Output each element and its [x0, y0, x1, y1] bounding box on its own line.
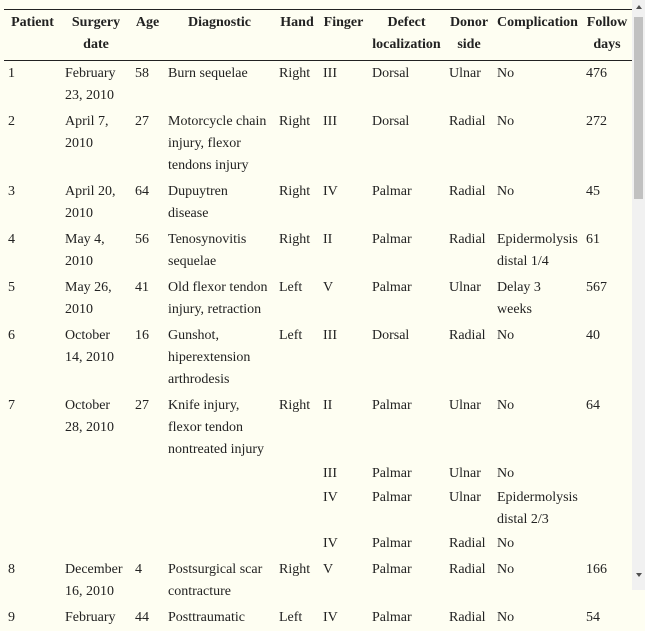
column-header	[493, 10, 582, 61]
follow-days-cell: 272	[582, 109, 632, 179]
column-header	[582, 10, 632, 61]
finger-cell: II	[319, 393, 368, 463]
follow-days-cell: 54	[582, 605, 632, 631]
column-header-line: localization	[372, 34, 441, 56]
follow-days-cell: 45	[582, 179, 632, 227]
hand-cell: Left	[275, 605, 319, 631]
complication-cell: No	[493, 463, 582, 487]
patient-cell	[4, 463, 61, 487]
defect-localization-cell: Palmar	[368, 227, 445, 275]
age-cell: 4	[131, 557, 164, 605]
finger-cell: IV	[319, 605, 368, 631]
table-row	[4, 605, 632, 631]
table-row	[4, 179, 632, 227]
complication-cell: Epidermolysis distal 2/3	[493, 487, 582, 533]
follow-days-cell: 61	[582, 227, 632, 275]
complication-cell: Epidermolysis distal 1/4	[493, 227, 582, 275]
surgery-date-cell: February	[61, 605, 131, 631]
column-header-line: Surgery	[65, 12, 127, 34]
defect-localization-cell: Palmar	[368, 487, 445, 533]
table-row	[4, 533, 632, 557]
table-row	[4, 227, 632, 275]
column-header	[164, 10, 275, 61]
surgery-date-cell: May 4, 2010	[61, 227, 131, 275]
surgery-date-cell: May 26, 2010	[61, 275, 131, 323]
column-header	[368, 10, 445, 61]
age-cell: 16	[131, 323, 164, 393]
complication-cell: No	[493, 533, 582, 557]
hand-cell: Right	[275, 557, 319, 605]
follow-days-cell	[582, 487, 632, 533]
patient-cell: 6	[4, 323, 61, 393]
complication-cell: No	[493, 109, 582, 179]
finger-cell: IV	[319, 487, 368, 533]
column-header-line: Age	[135, 12, 160, 34]
column-header-line: Follow	[586, 12, 628, 34]
finger-cell: V	[319, 275, 368, 323]
finger-cell: III	[319, 463, 368, 487]
finger-cell: V	[319, 557, 368, 605]
donor-side-cell: Ulnar	[445, 275, 493, 323]
column-header	[275, 10, 319, 61]
donor-side-cell: Radial	[445, 323, 493, 393]
diagnostic-cell: Postsurgical scar contracture	[164, 557, 275, 605]
patient-cell: 2	[4, 109, 61, 179]
arrow-up-icon	[636, 5, 642, 9]
age-cell: 44	[131, 605, 164, 631]
table-row	[4, 487, 632, 533]
diagnostic-cell: Gunshot, hiperextension arthrodesis	[164, 323, 275, 393]
defect-localization-cell: Palmar	[368, 179, 445, 227]
surgery-date-cell	[61, 487, 131, 533]
donor-side-cell: Radial	[445, 605, 493, 631]
diagnostic-cell: Posttraumatic	[164, 605, 275, 631]
column-header	[131, 10, 164, 61]
surgery-date-cell: October 14, 2010	[61, 323, 131, 393]
donor-side-cell: Radial	[445, 179, 493, 227]
hand-cell	[275, 463, 319, 487]
donor-side-cell: Radial	[445, 557, 493, 605]
hand-cell	[275, 533, 319, 557]
defect-localization-cell: Palmar	[368, 557, 445, 605]
complication-cell: No	[493, 179, 582, 227]
surgery-date-cell: April 20, 2010	[61, 179, 131, 227]
table-row	[4, 393, 632, 463]
hand-cell: Left	[275, 275, 319, 323]
age-cell	[131, 463, 164, 487]
follow-days-cell: 166	[582, 557, 632, 605]
diagnostic-cell	[164, 533, 275, 557]
diagnostic-cell	[164, 463, 275, 487]
defect-localization-cell: Palmar	[368, 533, 445, 557]
scroll-up-button[interactable]	[632, 0, 645, 14]
age-cell: 56	[131, 227, 164, 275]
column-header-line: days	[586, 34, 628, 56]
diagnostic-cell: Old flexor tendon injury, retraction	[164, 275, 275, 323]
table-row	[4, 109, 632, 179]
defect-localization-cell: Dorsal	[368, 323, 445, 393]
defect-localization-cell: Dorsal	[368, 109, 445, 179]
complication-cell: No	[493, 393, 582, 463]
age-cell: 64	[131, 179, 164, 227]
age-cell: 27	[131, 109, 164, 179]
donor-side-cell: Radial	[445, 533, 493, 557]
complication-cell: Delay 3 weeks	[493, 275, 582, 323]
table-body	[4, 61, 632, 631]
age-cell: 27	[131, 393, 164, 463]
follow-days-cell	[582, 533, 632, 557]
table-row	[4, 463, 632, 487]
follow-days-cell: 64	[582, 393, 632, 463]
hand-cell: Right	[275, 61, 319, 110]
complication-cell: No	[493, 557, 582, 605]
table-row	[4, 61, 632, 110]
donor-side-cell: Ulnar	[445, 393, 493, 463]
scroll-down-button[interactable]	[632, 568, 645, 582]
complication-cell: No	[493, 605, 582, 631]
finger-cell: III	[319, 109, 368, 179]
arrow-down-icon	[636, 573, 642, 577]
surgery-date-cell	[61, 533, 131, 557]
column-header-line: side	[449, 34, 489, 56]
hand-cell: Left	[275, 323, 319, 393]
table-row	[4, 323, 632, 393]
column-header-line: Hand	[279, 12, 315, 34]
diagnostic-cell: Knife injury, flexor tendon nontreated injury	[164, 393, 275, 463]
patients-table	[4, 9, 632, 631]
finger-cell: IV	[319, 179, 368, 227]
surgery-date-cell: February 23, 2010	[61, 61, 131, 110]
surgery-date-cell: April 7, 2010	[61, 109, 131, 179]
column-header	[319, 10, 368, 61]
finger-cell: IV	[319, 533, 368, 557]
diagnostic-cell	[164, 487, 275, 533]
donor-side-cell: Ulnar	[445, 463, 493, 487]
surgery-date-cell: December 16, 2010	[61, 557, 131, 605]
donor-side-cell: Ulnar	[445, 487, 493, 533]
age-cell: 41	[131, 275, 164, 323]
patient-cell: 8	[4, 557, 61, 605]
patient-cell: 3	[4, 179, 61, 227]
follow-days-cell: 40	[582, 323, 632, 393]
patient-cell: 9	[4, 605, 61, 631]
patient-cell	[4, 487, 61, 533]
column-header	[445, 10, 493, 61]
hand-cell: Right	[275, 393, 319, 463]
donor-side-cell: Radial	[445, 109, 493, 179]
table-row	[4, 557, 632, 605]
defect-localization-cell: Palmar	[368, 275, 445, 323]
scroll-thumb[interactable]	[634, 17, 643, 199]
follow-days-cell: 476	[582, 61, 632, 110]
age-cell	[131, 487, 164, 533]
diagnostic-cell: Motorcycle chain injury, flexor tendons injury	[164, 109, 275, 179]
column-header-line: date	[65, 34, 127, 56]
column-header-line: Donor	[449, 12, 489, 34]
defect-localization-cell: Dorsal	[368, 61, 445, 110]
complication-cell: No	[493, 61, 582, 110]
patient-cell	[4, 533, 61, 557]
vertical-scrollbar[interactable]	[632, 0, 645, 590]
patient-cell: 7	[4, 393, 61, 463]
finger-cell: III	[319, 323, 368, 393]
complication-cell: No	[493, 323, 582, 393]
column-header-line: Complication	[497, 12, 578, 34]
column-header-line: Finger	[323, 12, 364, 34]
surgery-date-cell: October 28, 2010	[61, 393, 131, 463]
follow-days-cell: 567	[582, 275, 632, 323]
hand-cell: Right	[275, 227, 319, 275]
hand-cell	[275, 487, 319, 533]
finger-cell: II	[319, 227, 368, 275]
diagnostic-cell: Burn sequelae	[164, 61, 275, 110]
age-cell: 58	[131, 61, 164, 110]
diagnostic-cell: Tenosynovitis sequelae	[164, 227, 275, 275]
defect-localization-cell: Palmar	[368, 605, 445, 631]
patient-cell: 1	[4, 61, 61, 110]
surgery-date-cell	[61, 463, 131, 487]
hand-cell: Right	[275, 179, 319, 227]
finger-cell: III	[319, 61, 368, 110]
age-cell	[131, 533, 164, 557]
patient-cell: 5	[4, 275, 61, 323]
table-row	[4, 275, 632, 323]
follow-days-cell	[582, 463, 632, 487]
column-header-line: Patient	[8, 12, 57, 34]
table-header-row	[4, 10, 632, 61]
column-header-line: Defect	[372, 12, 441, 34]
diagnostic-cell: Dupuytren disease	[164, 179, 275, 227]
donor-side-cell: Radial	[445, 227, 493, 275]
donor-side-cell: Ulnar	[445, 61, 493, 110]
patient-cell: 4	[4, 227, 61, 275]
column-header-line: Diagnostic	[168, 12, 271, 34]
defect-localization-cell: Palmar	[368, 393, 445, 463]
defect-localization-cell: Palmar	[368, 463, 445, 487]
hand-cell: Right	[275, 109, 319, 179]
